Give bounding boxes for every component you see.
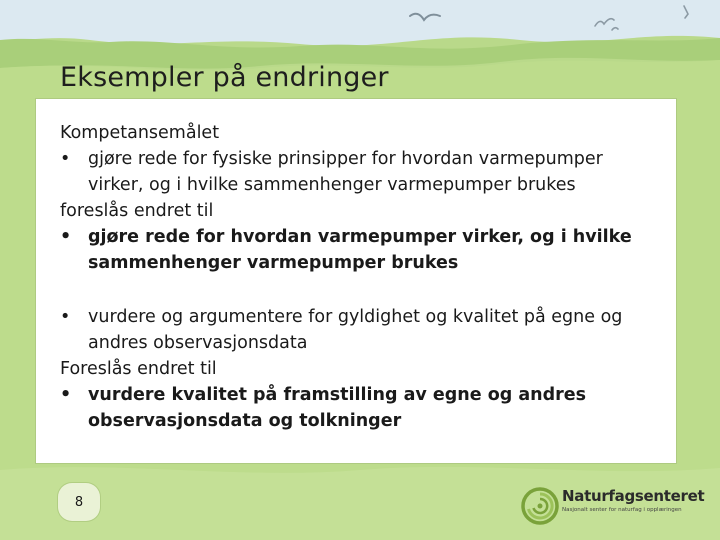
block1-bullet (60, 146, 660, 198)
logo-name: Naturfagsenteret (562, 487, 705, 505)
spiral-logo-icon (520, 486, 560, 526)
block2-transition: Foreslås endret til (60, 359, 217, 379)
page-number: 8 (58, 483, 100, 521)
block1-new-bullet-text: gjøre rede for hvordan varmepumper virker, og i hvilke sammenhenger varmepumper brukes (88, 227, 632, 273)
bullet-marker: • (60, 227, 72, 247)
logo-tagline: Nasjonalt senter for naturfag i opplæringen (562, 507, 682, 513)
block2-bullet-text: vurdere og argumentere for gyldighet og kvalitet på egne og andres observasjonsdata (88, 307, 623, 353)
bullet-marker: • (60, 385, 72, 405)
block2-new-bullet-text: vurdere kvalitet på framstilling av egne og andres observasjonsdata og tolkninger (88, 385, 587, 431)
slide-content (60, 120, 660, 434)
slide-title: Eksempler på endringer (60, 62, 389, 93)
naturfagsenteret-logo (520, 484, 705, 530)
bullet-marker: • (60, 307, 71, 327)
block1-bullet-text: gjøre rede for fysiske prinsipper for hvordan varmepumper virker, og i hvilke sammenhenger varmepumper brukes (88, 149, 603, 195)
block2-bullet (60, 304, 660, 356)
block1-transition: foreslås endret til (60, 201, 214, 221)
bullet-marker: • (60, 149, 71, 169)
block2-new-bullet (60, 382, 660, 434)
block1-heading: Kompetansemålet (60, 123, 220, 143)
spacer (60, 276, 660, 304)
block1-new-bullet (60, 224, 660, 276)
